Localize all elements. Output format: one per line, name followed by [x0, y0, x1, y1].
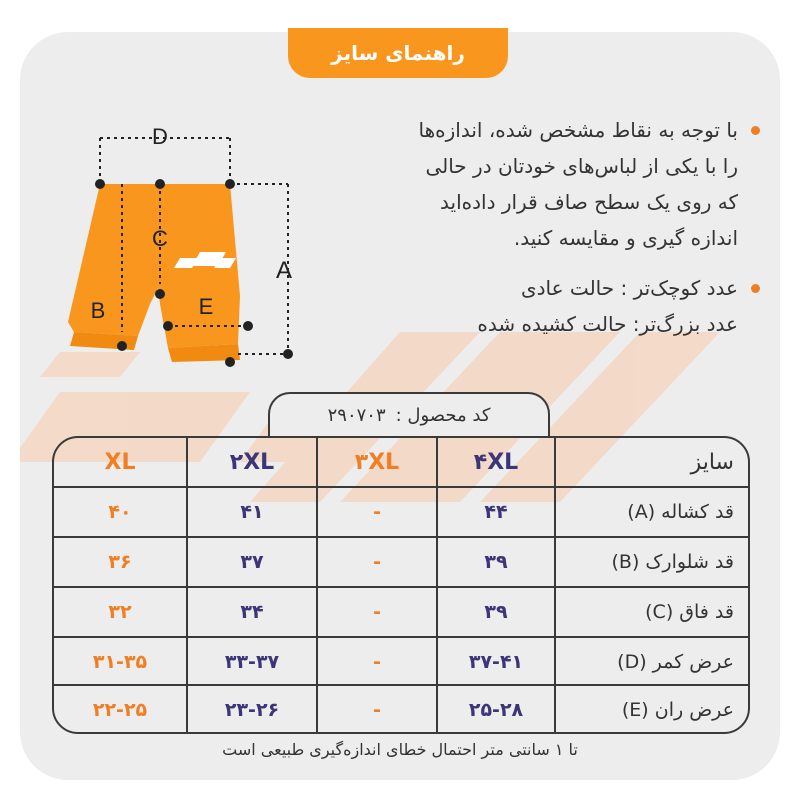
table-cell: ۲۳-۲۶: [224, 699, 280, 721]
row-label: عرض ران (E): [621, 699, 734, 721]
table-row: [54, 588, 748, 636]
label-e: E: [198, 294, 214, 319]
table-cell: ۴۴: [484, 501, 508, 523]
row-label: قد فاق (C): [645, 601, 734, 623]
label-b: B: [90, 298, 106, 323]
table-cell: -: [373, 651, 381, 673]
footnote: تا ۱ سانتی متر احتمال خطای اندازه‌گیری طبیعی است: [222, 740, 578, 759]
table-cell: ۲۵-۲۸: [468, 699, 524, 721]
table-cell: -: [373, 501, 381, 523]
instruction-line: عدد کوچک‌تر : حالت عادی: [520, 276, 738, 300]
table-cell: ۳۲: [108, 601, 132, 623]
table-cell: ۳۷-۴۱: [468, 651, 524, 673]
label-d: D: [152, 124, 168, 149]
product-code-label: کد محصول :: [395, 404, 491, 426]
column-header: ۳XL: [354, 449, 400, 475]
row-label: قد کشاله (A): [627, 501, 734, 523]
table-cell: ۳۴: [240, 601, 264, 623]
instructions: [300, 112, 760, 342]
table-cell: ۴۰: [108, 501, 132, 523]
instruction-line: اندازه گیری و مقایسه کنید.: [513, 226, 738, 250]
instruction-bullet-1: [300, 112, 760, 256]
bullet-dot-icon: [751, 284, 760, 293]
table-cell: -: [373, 601, 381, 623]
table-cell: ۳۳-۳۷: [224, 651, 280, 673]
bullet-dot-icon: [751, 126, 760, 135]
instruction-line: که روی یک سطح صاف قرار داده‌اید: [440, 190, 738, 214]
instruction-line: را با یکی از لباس‌های خودتان در حالی: [425, 154, 738, 178]
size-table: [52, 436, 750, 734]
table-cell: ۲۲-۲۵: [92, 699, 148, 721]
size-header-label: سایز: [690, 449, 734, 475]
product-code-value: ۲۹۰۷۰۳: [327, 404, 386, 426]
instruction-line: با توجه به نقاط مشخص شده، اندازه‌ها: [418, 118, 738, 142]
instruction-line: عدد بزرگ‌تر: حالت کشیده شده: [477, 312, 738, 336]
table-cell: ۳۶: [108, 551, 132, 573]
column-header: ۲XL: [229, 449, 275, 475]
page-title: راهنمای سایز: [288, 28, 508, 78]
label-c: C: [152, 226, 168, 251]
table-cell: -: [373, 699, 381, 721]
table-row: [54, 686, 748, 732]
table-row: [54, 538, 748, 586]
table-header-row: [54, 438, 748, 486]
label-a: A: [275, 257, 293, 284]
table-cell: ۳۹: [484, 551, 508, 573]
product-code: [268, 392, 550, 436]
column-header: ۴XL: [473, 449, 519, 475]
table-cell: ۳۷: [240, 551, 264, 573]
row-label: قد شلوارک (B): [611, 551, 734, 573]
table-cell: ۳۱-۳۵: [92, 651, 148, 673]
table-row: [54, 638, 748, 686]
shorts-diagram: [60, 118, 300, 378]
table-cell: ۳۹: [484, 601, 508, 623]
table-row: [54, 488, 748, 536]
table-cell: ۴۱: [240, 501, 264, 523]
column-header: XL: [104, 449, 136, 475]
instruction-bullet-2: [300, 270, 760, 342]
row-label: عرض کمر (D): [617, 651, 734, 673]
table-cell: -: [373, 551, 381, 573]
